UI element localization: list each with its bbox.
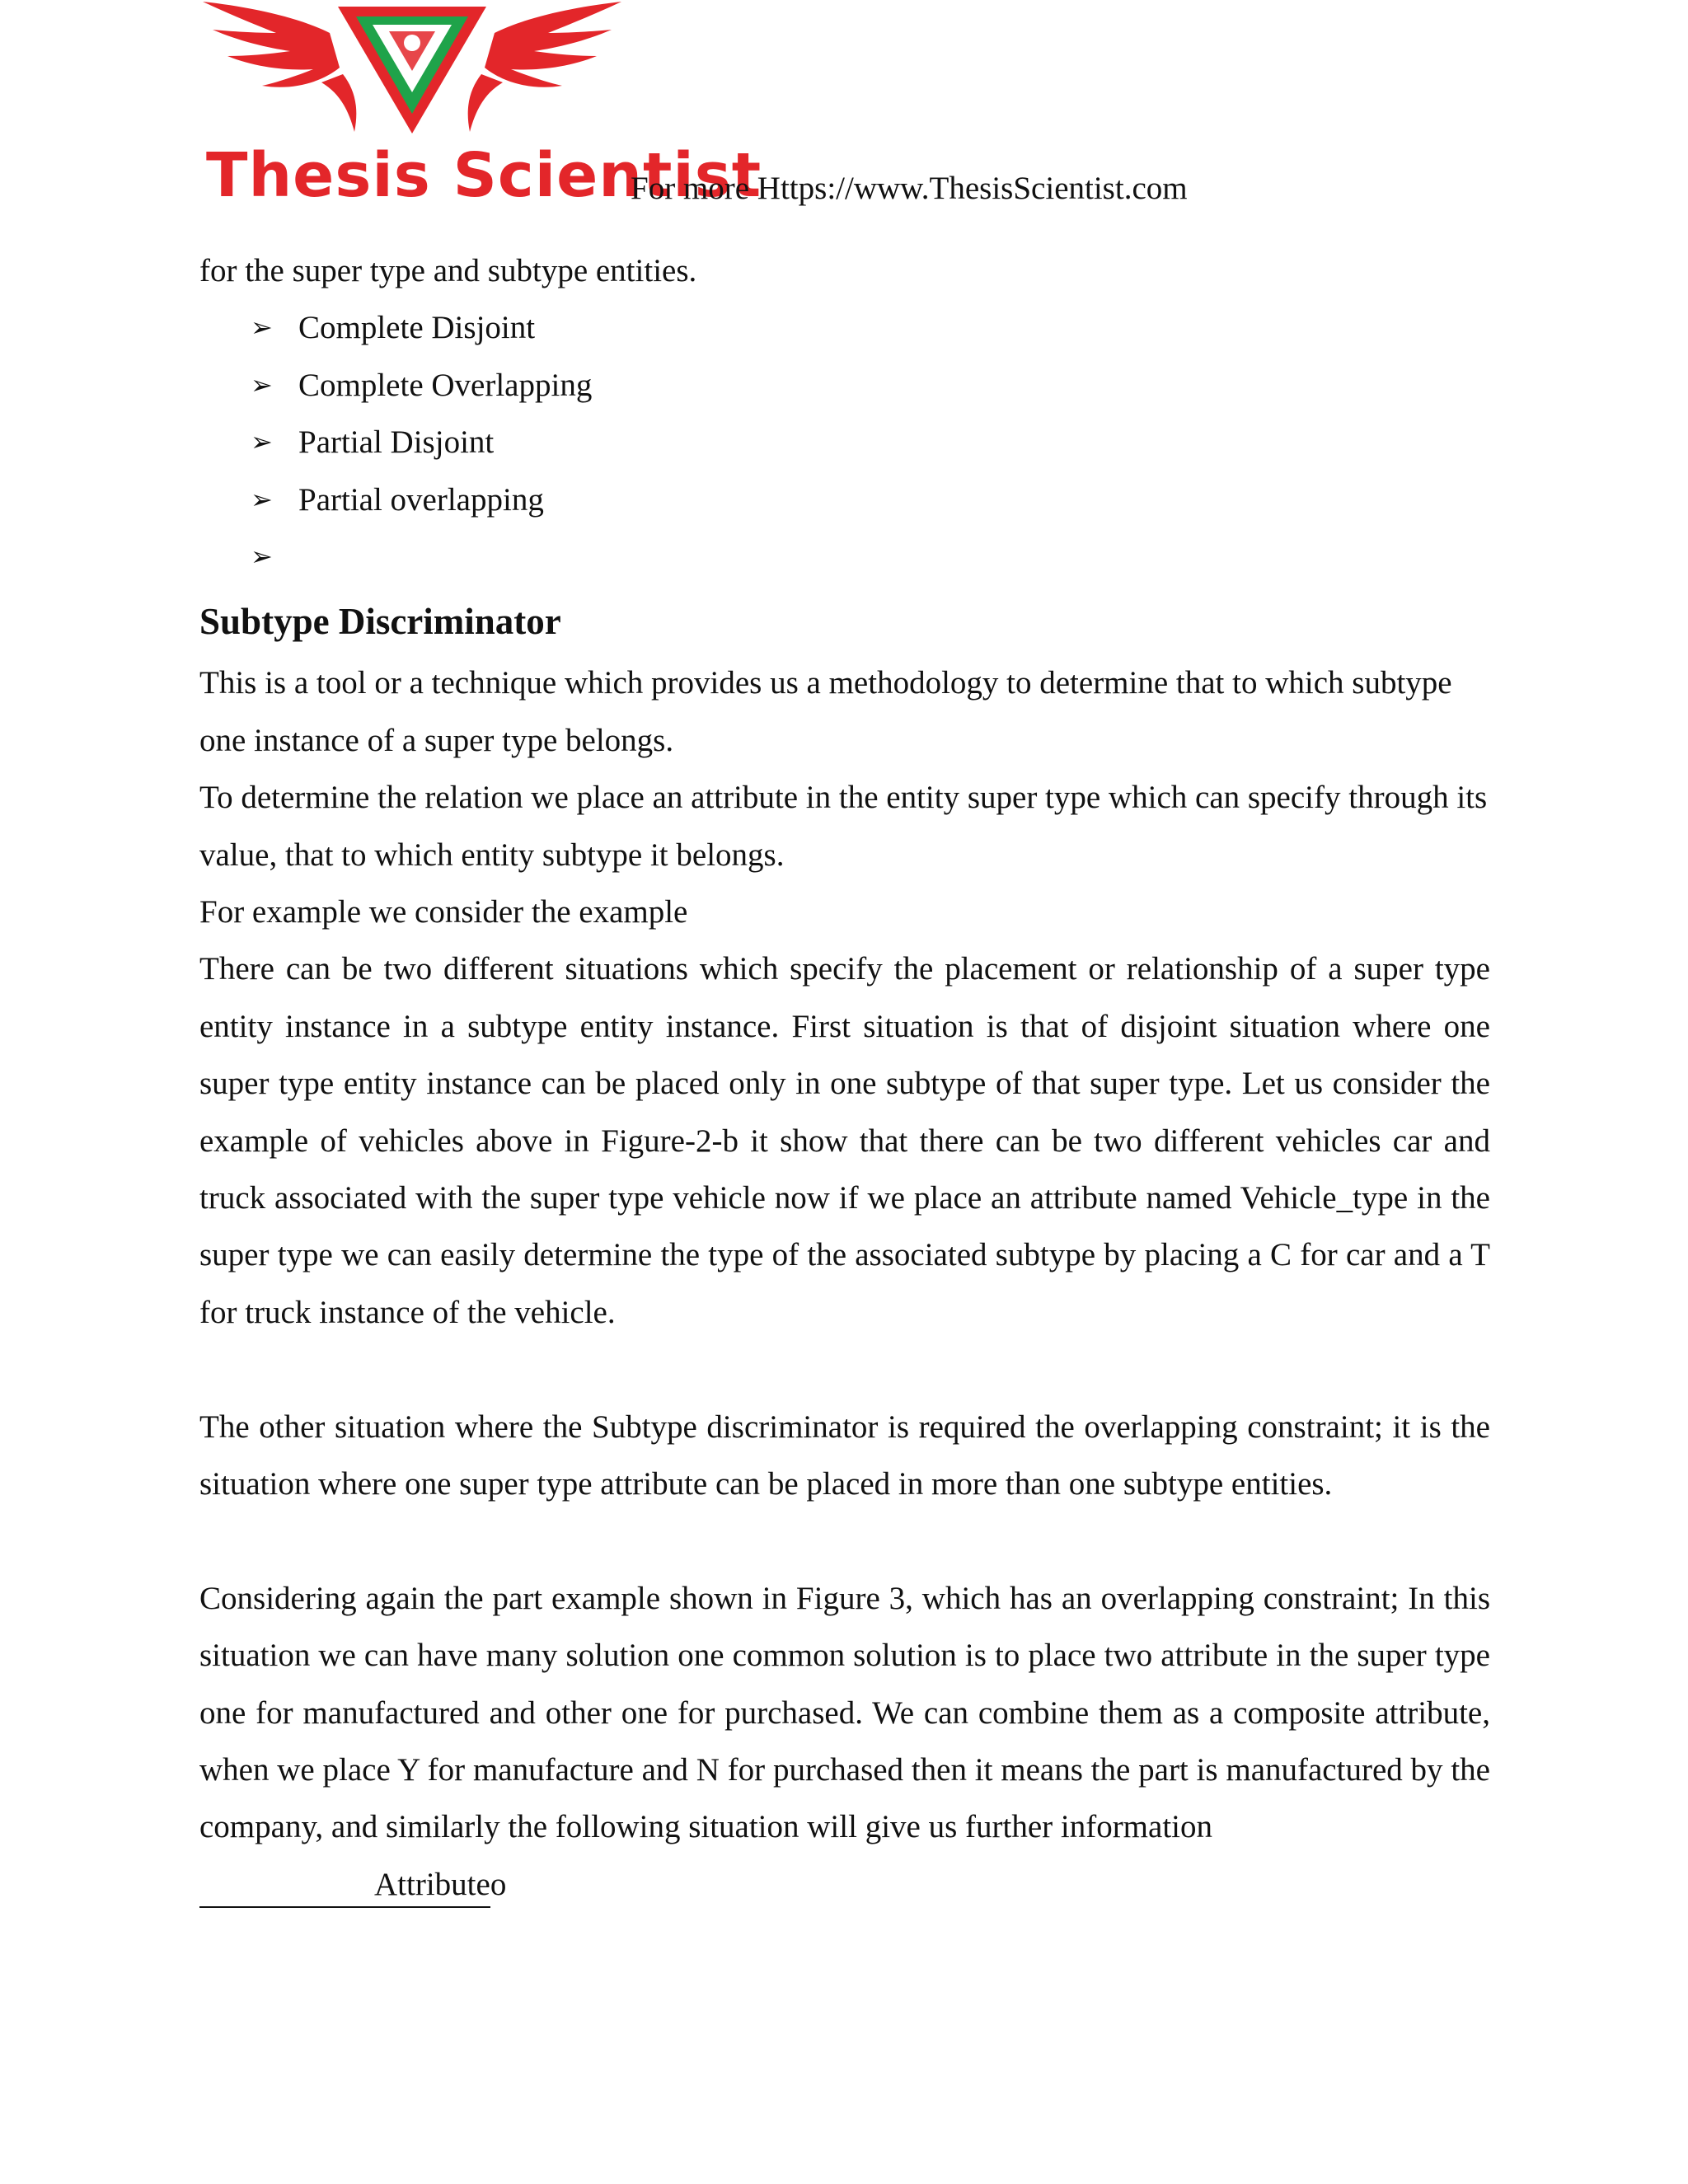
list-item-label: Partial overlapping <box>298 481 544 518</box>
list-item <box>199 357 1490 414</box>
section-heading: Subtype Discriminator <box>199 601 561 643</box>
page-header <box>198 0 1269 214</box>
paragraph-overlapping: The other situation where the Subtype discriminator is required the overlapping constraint; it is the situation where one super type attribute can be placed in more than one subtype entities. <box>199 1408 1490 1502</box>
list-item <box>199 471 1490 528</box>
underlined-attribute-label: Attribute <box>199 1863 490 1908</box>
list-item <box>199 299 1490 356</box>
paragraph-spacer <box>199 1341 1490 1398</box>
paragraph-relation: To determine the relation we place an attribute in the entity super type which can specify through its value, that to which entity subtype it belongs. <box>199 780 1488 873</box>
list-item <box>199 528 1490 585</box>
list-item-label: Complete Overlapping <box>298 367 593 403</box>
paragraph-definition: This is a tool or a technique which provides us a methodology to determine that to which subtype one instance of a super type belongs. <box>199 665 1452 758</box>
document-body <box>199 242 1490 1913</box>
trailing-character: o <box>490 1866 507 1902</box>
arrow-bullet-icon: ➢ <box>251 312 273 344</box>
list-item <box>199 414 1490 471</box>
logo-wordmark: Thesis Scientist <box>206 140 762 211</box>
attribute-line <box>199 1856 1490 1913</box>
bullet-list <box>199 299 1490 585</box>
arrow-bullet-icon: ➢ <box>251 540 273 572</box>
website-link[interactable]: For more Https://www.ThesisScientist.com <box>631 171 1188 206</box>
paragraph-disjoint: There can be two different situations which specify the placement or relationship of a super type entity instance in a subtype entity instance. First situation is that of disjoint situation where one super type entity instance can be placed only in one subtype of that super type. Let us consider the example of vehicles above in Figure-2-b it show that there can be two different vehicles car and truck associated with the super type vehicle now if we place an attribute named Vehicle_type in the super type we can easily determine the type of the associated subtype by placing a C for car and a T for truck instance of the vehicle. <box>199 951 1490 1330</box>
intro-line: for the super type and subtype entities. <box>199 253 697 288</box>
paragraph-spacer <box>199 1512 1490 1569</box>
arrow-bullet-icon: ➢ <box>251 426 273 458</box>
arrow-bullet-icon: ➢ <box>251 368 273 401</box>
list-item-label: Partial Disjoint <box>298 424 495 461</box>
thesis-scientist-logo <box>198 0 626 144</box>
arrow-bullet-icon: ➢ <box>251 483 273 515</box>
paragraph-part-example: Considering again the part example shown in Figure 3, which has an overlapping constraint; In this situation we can have many solution one common solution is to place two attribute in the super type one for manufactured and other one for purchased. We can combine them as a composite attribute, when we place Y for manufacture and N for purchased then it means the part is manufactured by the company, and similarly the following situation will give us further information <box>199 1580 1490 1845</box>
paragraph-example-intro: For example we consider the example <box>199 893 688 930</box>
list-item-label: Complete Disjoint <box>298 310 536 346</box>
